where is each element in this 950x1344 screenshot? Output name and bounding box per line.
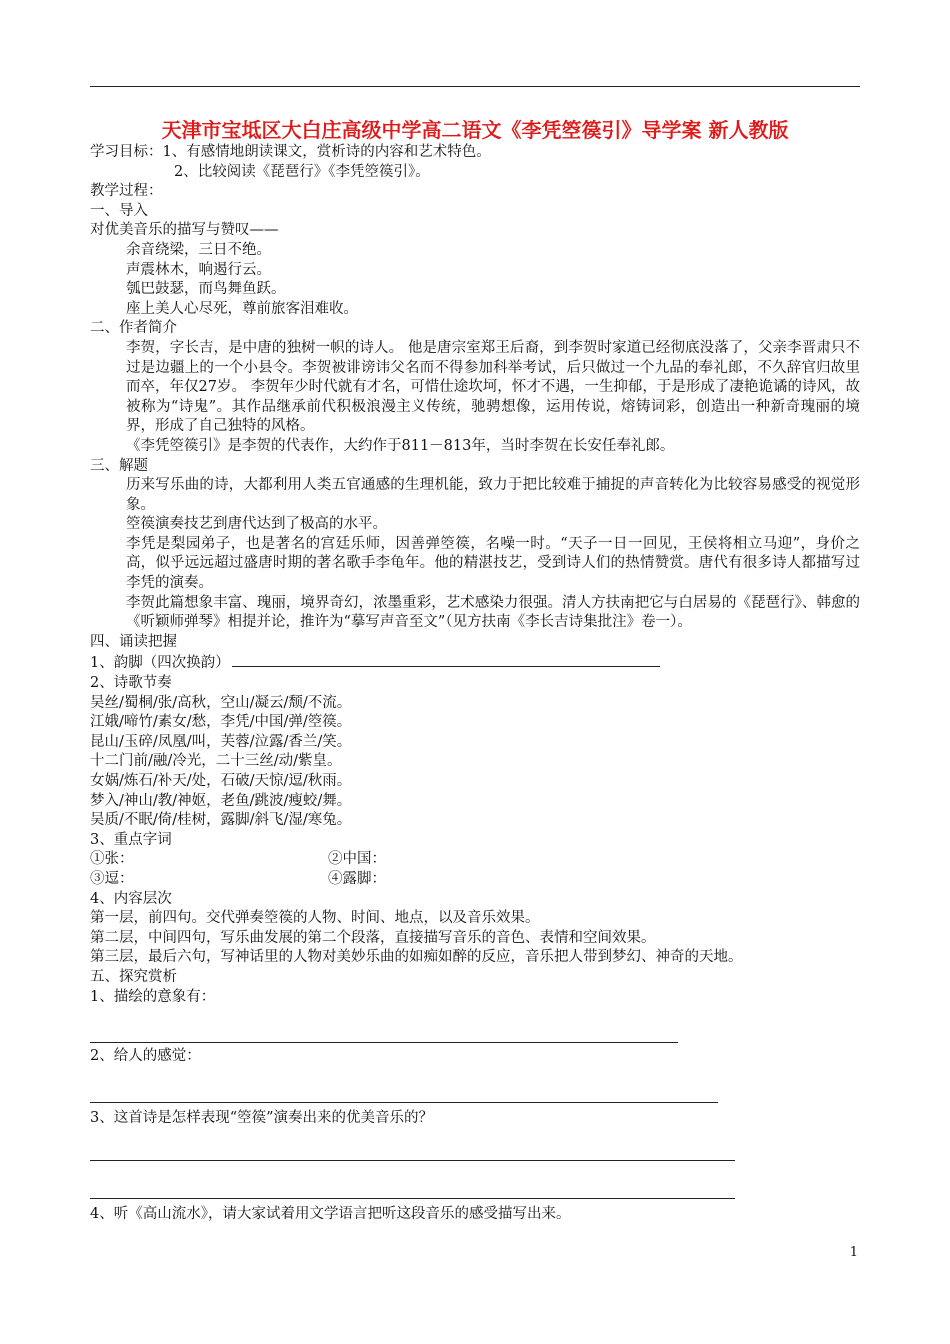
document-body — [90, 143, 860, 1225]
poem-line: 江娥/啼竹/素女/愁，李凭/中国/弹/箜篌。 — [90, 714, 352, 731]
content-layer: 第三层，最后六句，写神话里的人物对美妙乐曲的如痴如醉的反应，音乐把人带到梦幻、神奇的天地。 — [90, 949, 743, 966]
key-words-item: 3、重点字词 — [90, 831, 172, 848]
intro-quote: 瓠巴鼓瑟，而鸟舞鱼跃。 — [126, 281, 286, 298]
answer-line[interactable] — [90, 1042, 678, 1043]
question-listening: 4、听《高山流水》，请大家试着用文学语言把听这段音乐的感受描写出来。 — [90, 1206, 571, 1223]
intro-lead: 对优美音乐的描写与赞叹—— — [90, 222, 279, 239]
question-imagery: 1、描绘的意象有： — [90, 988, 216, 1005]
intro-quote: 余音绕梁，三日不绝。 — [126, 241, 271, 258]
poem-line: 十二门前/融/冷光，二十三丝/动/紫皇。 — [90, 753, 342, 770]
poem-line: 梦入/神山/教/神妪，老鱼/跳波/瘦蛟/舞。 — [90, 792, 352, 809]
key-word: ①张： — [90, 851, 134, 868]
key-word: ②中国： — [328, 851, 386, 868]
process-heading: 教学过程： — [90, 183, 163, 200]
section-heading-author: 二、作者简介 — [90, 320, 177, 337]
content-layers-item: 4、内容层次 — [90, 890, 172, 907]
page-number: 1 — [849, 1245, 858, 1260]
intro-quote: 声震林木，响遏行云。 — [126, 261, 271, 278]
content-layer: 第一层，前四句。交代弹奏箜篌的人物、时间、地点，以及音乐效果。 — [90, 910, 540, 927]
document-title: 天津市宝坻区大白庄高级中学高二语文《李凭箜篌引》导学案 新人教版 — [161, 118, 789, 142]
objective-line-1: 学习目标：1、有感情地朗读课文，赏析诗的内容和艺术特色。 — [90, 144, 491, 160]
section-heading-title-analysis: 三、解题 — [90, 457, 148, 474]
title-analysis-paragraph: 历来写乐曲的诗，大都利用人类五官通感的生理机能，致力于把比较难于捕捉的声音转化为比较容易感受的视觉形象。 — [126, 477, 860, 513]
section-heading-recitation: 四、诵读把握 — [90, 633, 177, 650]
key-word: ③逗： — [90, 870, 134, 887]
title-analysis-paragraph: 箜篌演奏技艺到唐代达到了极高的水平。 — [126, 516, 387, 533]
answer-line[interactable] — [90, 1198, 735, 1199]
title-analysis-paragraph: 李贺此篇想象丰富、瑰丽，境界奇幻，浓墨重彩，艺术感染力很强。清人方扶南把它与白居易的《琵琶行》、韩愈的《听颖师弹琴》相提并论，推许为“摹写声音至文”（见方扶南《李长吉诗集批注》卷一）。 — [126, 594, 860, 631]
question-feeling: 2、给人的感觉： — [90, 1048, 201, 1065]
rhyme-answer-blank[interactable] — [232, 652, 660, 667]
poem-line: 吴丝/蜀桐/张/高秋，空山/凝云/颓/不流。 — [90, 694, 352, 711]
answer-space — [90, 1067, 860, 1102]
key-words-row — [90, 850, 860, 870]
section-heading-appreciation: 五、探究赏析 — [90, 968, 177, 985]
author-paragraph: 《李凭箜篌引》是李贺的代表作，大约作于811－813年，当时李贺在长安任奉礼郎。 — [126, 437, 675, 454]
key-words-row — [90, 870, 860, 890]
intro-quote: 座上美人心尽死，尊前旅客泪难收。 — [126, 300, 358, 317]
author-paragraph: 李贺，字长吉，是中唐的独树一帜的诗人。 他是唐宗室郑王后裔，到李贺时家道已经彻底没落了，父亲李晋肃只不过是边疆上的一个小县令。李贺被诽谤讳父名而不得参加科举考试，后只做过一个九品的奉礼郎，不久辞官归故里而卒，年仅27岁。 李贺年少时代就有才名，可惜仕途坎坷，怀才不遇，一生抑郁，于是形成了凄艳诡谲的诗风，故被称为“诗鬼”。其作品继承前代积极浪漫主义传统，驰骋想像，运用传说，熔铸词彩，创造出一种新奇瑰丽的境界，形成了自己独特的风格。 — [126, 339, 860, 435]
rhythm-item: 2、诗歌节奏 — [90, 675, 172, 692]
section-heading-intro: 一、导入 — [90, 202, 148, 219]
poem-line: 女娲/炼石/补天/处，石破/天惊/逗/秋雨。 — [90, 773, 352, 789]
objective-line-2: 2、比较阅读《琵琶行》《李凭箜篌引》。 — [174, 163, 430, 180]
poem-line: 吴质/不眠/倚/桂树，露脚/斜飞/湿/寒兔。 — [90, 812, 352, 829]
rhyme-label: 1、韵脚（四次换韵） — [90, 655, 230, 672]
poem-line: 昆山/玉碎/凤凰/叫，芙蓉/泣露/香兰/笑。 — [90, 733, 352, 750]
question-expression: 3、这首诗是怎样表现“箜篌”演奏出来的优美音乐的？ — [90, 1109, 434, 1126]
key-word: ④露脚： — [328, 870, 386, 887]
content-layer: 第二层，中间四句，写乐曲发展的第二个段落，直接描写音乐的音色、表情和空间效果。 — [90, 929, 656, 946]
answer-space — [90, 1161, 860, 1198]
answer-line[interactable] — [90, 1102, 718, 1103]
title-analysis-paragraph: 李凭是梨园弟子，也是著名的宫廷乐师，因善弹箜篌，名噪一时。“天子一日一回见，王侯将相立马迎”，身价之高，似乎远远超过盛唐时期的著名歌手李龟年。他的精湛技艺，受到诗人们的热情赞赏。唐代有很多诗人都描写过李凭的演奏。 — [126, 535, 860, 592]
header-rule — [90, 86, 860, 87]
answer-space — [90, 1007, 860, 1042]
rhyme-item — [90, 652, 860, 674]
answer-space — [90, 1128, 860, 1160]
